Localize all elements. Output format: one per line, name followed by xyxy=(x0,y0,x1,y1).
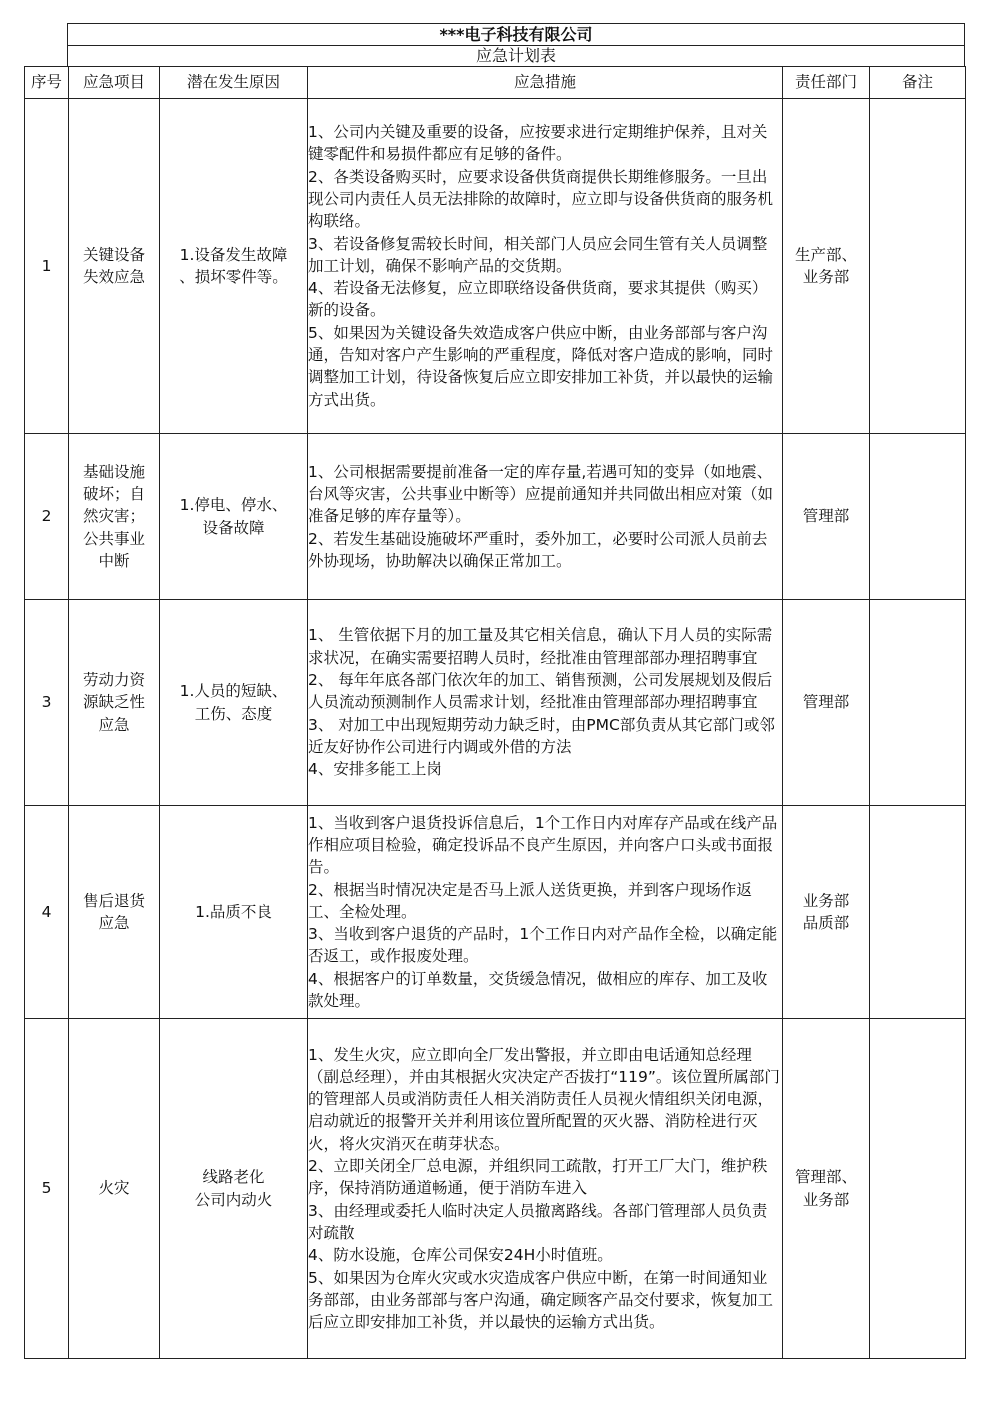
responsible-dept xyxy=(783,600,870,806)
emergency-measures-line: 3、若设备修复需较长时间，相关部门人员应会同生管有关人员调整加工计划，确保不影响产品的交货期。 xyxy=(308,234,768,275)
remarks xyxy=(870,99,966,434)
responsible-dept-line: 业务部 xyxy=(802,891,850,910)
emergency-measures-line: 1、 生管依据下月的加工量及其它相关信息，确认下月人员的实际需求状况，在确实需要招聘人员时，经批准由管理部部办理招聘事宜 xyxy=(308,626,773,667)
remarks xyxy=(870,1019,966,1359)
table-row xyxy=(25,99,966,434)
potential-cause-line: 公司内动火 xyxy=(194,1190,273,1209)
emergency-measures xyxy=(308,1019,783,1359)
col-header-dept: 责任部门 xyxy=(783,67,870,99)
potential-cause-line: 1.品质不良 xyxy=(195,902,272,921)
table-row xyxy=(25,600,966,806)
emergency-measures-line: 1、公司根据需要提前准备一定的库存量,若遇可知的变异（如地震、台风等灾害，公共事业中断等）应提前通知并共同做出相应对策（如准备足够的库存量等）。 xyxy=(308,462,774,526)
remarks xyxy=(870,434,966,600)
col-header-cause: 潜在发生原因 xyxy=(160,67,308,99)
potential-cause-line: 1.人员的短缺、 xyxy=(179,682,288,701)
emergency-item-line: 应急 xyxy=(98,914,130,932)
emergency-measures-line: 2、根据当时情况决定是否马上派人送货更换，并到客户现场作返工、全检处理。 xyxy=(308,880,752,921)
emergency-item-line: 关键设备 xyxy=(82,245,145,264)
responsible-dept xyxy=(783,434,870,600)
emergency-item-line: 火灾 xyxy=(98,1179,130,1198)
col-header-note: 备注 xyxy=(870,67,966,99)
emergency-measures-line: 3、由经理或委托人临时决定人员撤离路线。各部门管理部人员负责对疏散 xyxy=(308,1201,768,1242)
emergency-measures-line: 5、如果因为关键设备失效造成客户供应中断，由业务部部与客户沟通，告知对客户产生影响的严重程度，降低对客户造成的影响，同时调整加工计划，待设备恢复后应立即安排加工补货，并以最快的运输方式出货。 xyxy=(308,323,774,409)
responsible-dept xyxy=(783,806,870,1019)
potential-cause-line: 线路老化 xyxy=(202,1168,265,1187)
responsible-dept-line: 品质部 xyxy=(802,914,850,932)
responsible-dept-line: 管理部 xyxy=(802,507,850,526)
potential-cause-line: 1.停电、停水、 xyxy=(179,496,288,515)
emergency-item xyxy=(69,600,160,806)
emergency-plan-table xyxy=(24,66,966,1359)
responsible-dept-line: 管理部、 xyxy=(794,1168,857,1187)
emergency-item-line: 基础设施 xyxy=(82,462,145,481)
emergency-measures-line: 2、若发生基础设施破坏严重时，委外加工，必要时公司派人员前去外协现场，协助解决以确保正常加工。 xyxy=(308,529,768,570)
emergency-item-line: 然灾害； xyxy=(82,507,145,526)
emergency-measures xyxy=(308,600,783,806)
potential-cause xyxy=(160,1019,308,1359)
row-number: 5 xyxy=(25,1019,69,1359)
emergency-item xyxy=(69,99,160,434)
emergency-measures xyxy=(308,806,783,1019)
emergency-measures-line: 4、防水设施，仓库公司保安24H小时值班。 xyxy=(308,1246,613,1265)
table-row xyxy=(25,434,966,600)
emergency-measures-line: 4、若设备无法修复，应立即联络设备供货商，要求其提供（购买）新的设备。 xyxy=(308,279,768,320)
emergency-item-line: 失效应急 xyxy=(82,268,145,286)
potential-cause-line: 、损坏零件等。 xyxy=(179,268,288,286)
row-number: 1 xyxy=(25,99,69,434)
potential-cause xyxy=(160,434,308,600)
remarks xyxy=(870,806,966,1019)
emergency-item-line: 公共事业 xyxy=(82,529,145,548)
emergency-measures-line: 2、各类设备购买时，应要求设备供货商提供长期维修服务。一旦出现公司内责任人员无法排除的故障时，应立即与设备供货商的服务机构联络。 xyxy=(308,167,774,231)
emergency-item xyxy=(69,434,160,600)
potential-cause xyxy=(160,806,308,1019)
emergency-item xyxy=(69,806,160,1019)
emergency-measures xyxy=(308,434,783,600)
emergency-measures-line: 2、 每年年底各部门依次年的加工、销售预测，公司发展规划及假后人员流动预测制作人员需求计划，经批准由管理部部办理招聘事宜 xyxy=(308,671,773,712)
row-number: 2 xyxy=(25,434,69,600)
responsible-dept-line: 业务部 xyxy=(802,1190,850,1209)
plan-title: 应急计划表 xyxy=(475,46,556,65)
table-row xyxy=(25,1019,966,1359)
emergency-measures xyxy=(308,99,783,434)
potential-cause-line: 1.设备发生故障 xyxy=(179,245,288,264)
table-row xyxy=(25,806,966,1019)
emergency-item-line: 劳动力资 xyxy=(82,671,145,690)
potential-cause xyxy=(160,99,308,434)
emergency-measures-line: 3、 对加工中出现短期劳动力缺乏时，由PMC部负责从其它部门或邻近友好协作公司进行内调或外借的方法 xyxy=(308,715,775,756)
emergency-measures-line: 1、发生火灾，应立即向全厂发出警报，并立即由电话通知总经理（副总经理），并由其根据火灾决定产否拔打“119”。该位置所属部门的管理部人员或消防责任人相关消防责任人员视火情组织关闭电源，启动就近的报警开关并利用该位置所配置的灭火器、消防栓进行灭火，将火灾消灭在萌芽状态。 xyxy=(308,1045,780,1153)
row-number: 4 xyxy=(25,806,69,1019)
col-header-item: 应急项目 xyxy=(69,67,160,99)
remarks xyxy=(870,600,966,806)
emergency-measures-line: 1、当收到客户退货投诉信息后，1个工作日内对库存产品或在线产品作相应项目检验，确定投诉品不良产生原因，并向客户口头或书面报告。 xyxy=(308,813,778,877)
emergency-item-line: 售后退货 xyxy=(82,891,145,910)
emergency-item-line: 中断 xyxy=(98,551,130,570)
responsible-dept xyxy=(783,1019,870,1359)
title-box xyxy=(67,23,965,67)
header-row xyxy=(25,67,966,99)
potential-cause-line: 设备故障 xyxy=(202,518,265,537)
emergency-measures-line: 1、公司内关键及重要的设备，应按要求进行定期维护保养，且对关键零配件和易损件都应有足够的备件。 xyxy=(308,123,768,164)
potential-cause xyxy=(160,600,308,806)
emergency-measures-line: 5、如果因为仓库火灾或水灾造成客户供应中断，在第一时间通知业务部部，由业务部部与客户沟通，确定顾客产品交付要求，恢复加工后应立即安排加工补货，并以最快的运输方式出货。 xyxy=(308,1268,774,1332)
responsible-dept-line: 管理部 xyxy=(802,693,850,712)
emergency-item-line: 应急 xyxy=(98,715,130,734)
company-name: ***电子科技有限公司 xyxy=(68,24,964,46)
emergency-item-line: 源缺乏性 xyxy=(82,693,145,712)
row-number: 3 xyxy=(25,600,69,806)
responsible-dept-line: 生产部、 xyxy=(794,245,857,264)
emergency-measures-line: 2、立即关闭全厂总电源，并组织同工疏散，打开工厂大门，维护秩序，保持消防通道畅通，便于消防车进入 xyxy=(308,1157,768,1198)
emergency-measures-line: 4、安排多能工上岗 xyxy=(308,760,442,779)
responsible-dept xyxy=(783,99,870,434)
col-header-measures: 应急措施 xyxy=(308,67,783,99)
responsible-dept-line: 业务部 xyxy=(802,268,850,286)
emergency-item-line: 破坏；自 xyxy=(82,485,145,504)
col-header-no: 序号 xyxy=(25,67,69,99)
emergency-measures-line: 3、当收到客户退货的产品时，1个工作日内对产品作全检，以确定能否返工，或作报废处理。 xyxy=(308,925,778,966)
emergency-item xyxy=(69,1019,160,1359)
potential-cause-line: 工伤、态度 xyxy=(194,704,273,723)
emergency-measures-line: 4、根据客户的订单数量，交货缓急情况，做相应的库存、加工及收款处理。 xyxy=(308,969,768,1011)
